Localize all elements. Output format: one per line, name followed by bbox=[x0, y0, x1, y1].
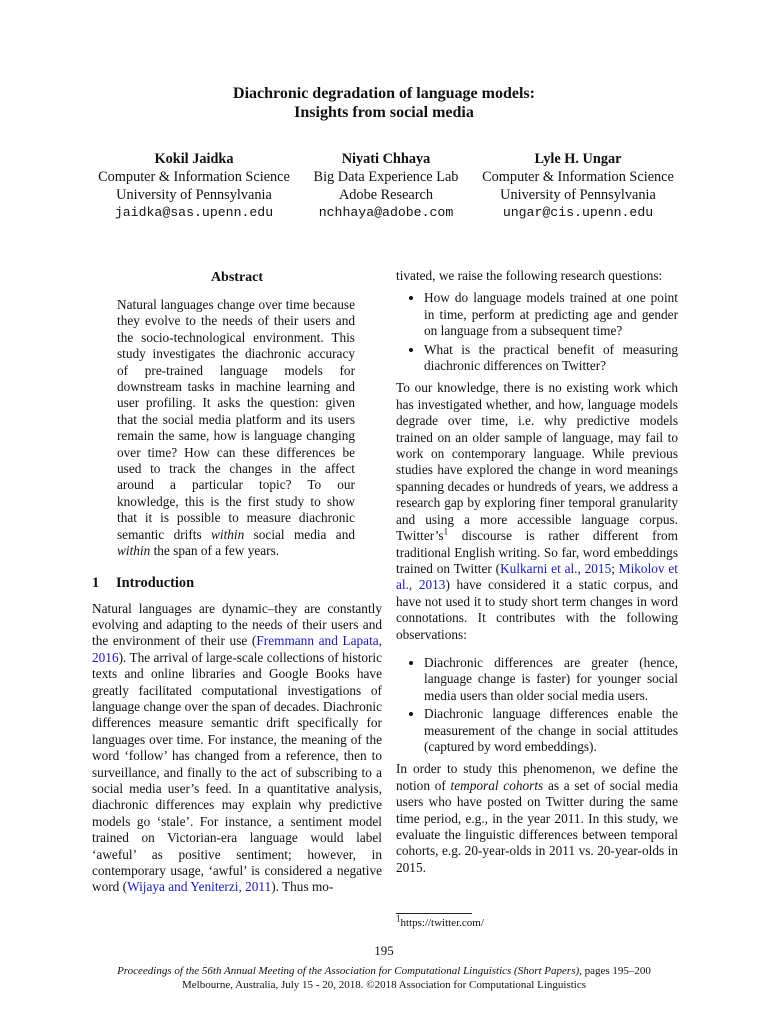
proceedings-location: Melbourne, Australia, July 15 - 20, 2018. ©2018 Association for Computational Linguistics bbox=[181, 979, 586, 991]
list-item: • What is the practical benefit of measuring diachronic differences on Twitter? bbox=[424, 342, 678, 375]
author-1 bbox=[90, 150, 298, 222]
footnote-marker[interactable]: 1 bbox=[443, 526, 449, 537]
author-dept: Computer & Information Science bbox=[482, 169, 674, 185]
footnote-divider bbox=[396, 913, 472, 914]
citation-link[interactable]: Mikolov et al., 2013 bbox=[396, 560, 678, 593]
footnote bbox=[396, 913, 484, 930]
abstract-text: Natural languages change over time because they evolve to the needs of their users and the socio-technological environment. This study investigates the diachronic accuracy of pre-trained language models for downstream tasks in machine learning and user profiling. It asks the question: given that the social media platform and its users remain the same, how is language changing over time? How can these differences be used to track the changes in the affect around a particular topic? To our knowledge, this is the first study to show that it is possible to measure diachronic semantic drifts within social media and within the span of a few years. bbox=[117, 297, 355, 559]
section-number: 1 bbox=[92, 574, 100, 591]
continuation-text: tivated, we raise the following research questions: bbox=[396, 268, 663, 283]
author-name: Niyati Chhaya bbox=[341, 151, 431, 167]
page-number: 195 bbox=[374, 943, 394, 958]
author-org: University of Pennsylvania bbox=[500, 187, 656, 203]
title-line-1: Diachronic degradation of language models: bbox=[233, 85, 535, 102]
intro-paragraph: Natural languages are dynamic–they are constantly evolving and adapting to the needs of their users and the environment of their use (Fremmann and Lapata, 2016). The arrival of large-scale collections of historic texts and online libraries and Google Books have greatly facilitated computational investigations of language change over the span of decades. Diachronic differences measure semantic drift specifically for languages over time. For instance, the meaning of the word ‘follow’ has changed from a reference, then to surveillance, and finally to the act of subscribing to a social media user’s feed. In a quantitative analysis, diachronic differences may explain why predictive models go ‘stale’. For instance, a sentiment model trained on Victorian-era language would label ‘aweful’ as positive sentiment; however, in contemporary usage, ‘awful’ is considered a negative word (Wijaya and Yeniterzi, 2011). Thus mo- bbox=[92, 600, 383, 895]
citation-link[interactable]: Kulkarni et al., 2015 bbox=[500, 560, 612, 576]
list-item: • How do language models trained at one point in time, perform at predicting age and gender on language from a subsequent time? bbox=[424, 290, 678, 339]
section-title: Introduction bbox=[116, 574, 195, 591]
section-heading-introduction bbox=[92, 574, 382, 592]
author-org: Adobe Research bbox=[338, 187, 434, 203]
proceedings-pages: , pages 195–200 bbox=[579, 965, 651, 977]
abstract-heading: Abstract bbox=[210, 270, 264, 285]
author-2 bbox=[300, 150, 472, 222]
body-paragraph: In order to study this phenomenon, we define the notion of temporal cohorts as a set of social media users who have posted on Twitter during the same time period, e.g., in the year 2011. In this study, we evaluate the linguistic differences between temporal cohorts, e.g. 20-year-olds in 2011 vs. 20-year-olds in 2015. bbox=[396, 761, 678, 875]
right-column bbox=[396, 268, 678, 876]
author-email[interactable]: jaidka@sas.upenn.edu bbox=[114, 205, 274, 220]
author-name: Kokil Jaidka bbox=[154, 151, 234, 167]
proceedings-footer bbox=[0, 964, 768, 992]
citation-link[interactable]: Wijaya and Yeniterzi, 2011 bbox=[127, 879, 272, 895]
author-org: University of Pennsylvania bbox=[116, 187, 272, 203]
research-questions-list bbox=[396, 290, 678, 374]
left-column bbox=[92, 268, 382, 896]
title-line-2: Insights from social media bbox=[294, 104, 474, 121]
footnote-mark: 1 bbox=[396, 913, 401, 924]
footnote-link[interactable]: https://twitter.com/ bbox=[400, 917, 484, 929]
observations-list bbox=[396, 655, 678, 755]
author-name: Lyle H. Ungar bbox=[534, 151, 622, 167]
body-paragraph: To our knowledge, there is no existing work which has investigated whether, and how, language models degrade over time, i.e. why predictive models trained on an older sample of language, may fail to work on contemporary language. While previous studies have explored the change in word meanings spanning decades or hundreds of years, we address a research gap by exploring finer temporal granularity and using a more accessible language corpus. $Twitter’s^1$ discourse is rather different from traditional English writing. So far, word embeddings trained on Twitter (Kulkarni et al., 2015; Mikolov et al., 2013) have considered it a static corpus, and have not used it to study short term changes in word connotations. It contributes with the following observations: bbox=[396, 380, 679, 642]
list-item: • Diachronic differences are greater (hence, language change is faster) for younger social media users than older social media users. bbox=[424, 655, 678, 704]
author-email[interactable]: ungar@cis.upenn.edu bbox=[502, 205, 654, 220]
paper-title bbox=[0, 84, 768, 122]
author-dept: Big Data Experience Lab bbox=[313, 169, 459, 185]
author-dept: Computer & Information Science bbox=[98, 169, 290, 185]
list-item: • Diachronic language differences enable the measurement of the change in social attitudes (captured by word embeddings). bbox=[424, 706, 678, 755]
author-email[interactable]: nchhaya@adobe.com bbox=[318, 205, 454, 220]
proceedings-title: Proceedings of the 56th Annual Meeting of the Association for Computational Linguistics (Short Papers) bbox=[117, 965, 580, 977]
citation-link[interactable]: Fremmann and Lapata, 2016 bbox=[92, 633, 383, 665]
author-3 bbox=[474, 150, 682, 222]
